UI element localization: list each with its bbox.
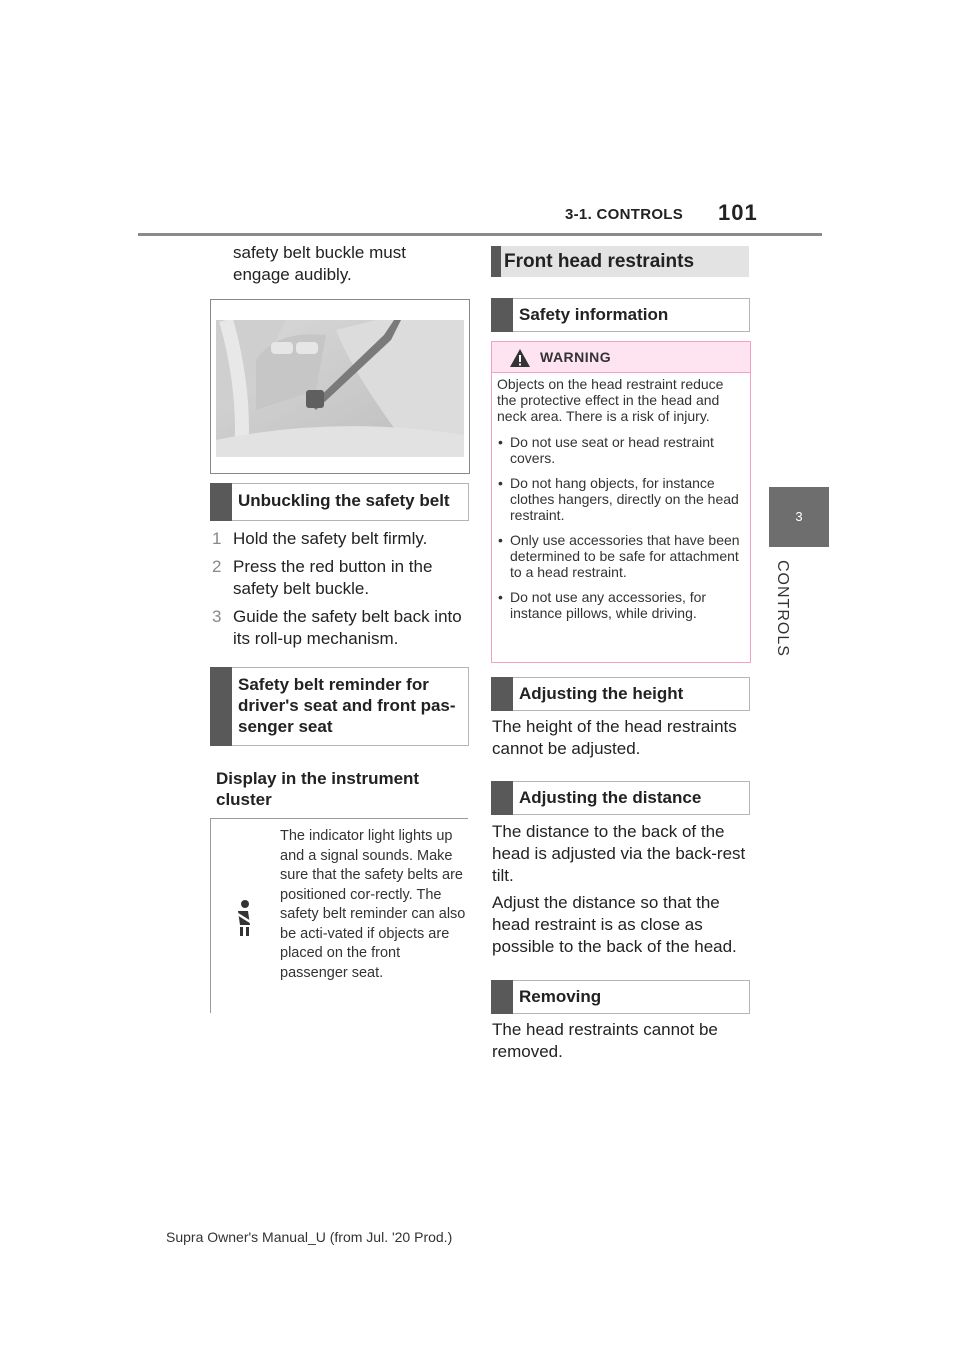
step-list (212, 528, 462, 650)
heading-adjusting-distance-text: Adjusting the distance (519, 788, 702, 807)
display-rule-top (210, 818, 468, 819)
warning-text: Objects on the head restraint reduce the protective effect in the head and neck area. There is a risk of injury. (497, 376, 724, 424)
heading-unbuckling-text: Unbuckling the safety belt (238, 491, 450, 510)
warning-body (497, 376, 742, 630)
distance-text-2: Adjust the distance so that the head restraint is as close as possible to the back of the head. (492, 893, 737, 956)
heading-bar (491, 781, 513, 815)
heading-bar (491, 298, 513, 332)
step-item (212, 528, 462, 550)
heading-reminder-text: Safety belt reminder for driver's seat and front pas-senger seat (238, 675, 456, 736)
removing-text: The head restraints cannot be removed. (492, 1020, 718, 1061)
heading-unbuckling (210, 483, 469, 521)
warning-item: • Do not use any accessories, for instance pillows, while driving. (497, 589, 742, 621)
warning-item: • Only use accessories that have been determined to be safe for attachment to a head restraint. (497, 532, 742, 580)
heading-bar (210, 483, 232, 521)
step-text: Hold the safety belt firmly. (233, 529, 428, 548)
warning-triangle-icon (509, 348, 531, 368)
heading-removing-text: Removing (519, 987, 602, 1006)
chapter-tab: 3 (769, 487, 829, 547)
belt-buckle-illustration (216, 320, 464, 457)
heading-display (210, 768, 468, 810)
step-number: 3 (212, 607, 222, 626)
warning-list (497, 434, 742, 621)
footer-text: Supra Owner's Manual_U (from Jul. '20 Prod.) (166, 1229, 453, 1245)
step-text: Guide the safety belt back into its roll-up mechanism. (233, 607, 462, 648)
warning-item: • Do not use seat or head restraint covers. (497, 434, 742, 466)
warning-item: • Do not hang objects, for instance clothes hangers, directly on the head restraint. (497, 475, 742, 523)
heading-bar (491, 677, 513, 711)
step-number: 1 (212, 529, 222, 548)
heading-safety-information (491, 298, 750, 332)
display-rule-left (210, 818, 211, 1013)
chapter-label-text: CONTROLS (774, 560, 791, 657)
heading-bar (210, 667, 232, 746)
warning-header (492, 342, 750, 373)
heading-adjusting-height-text: Adjusting the height (519, 684, 684, 703)
heading-adjusting-distance (491, 781, 750, 815)
distance-text-1: The distance to the back of the head is adjusted via the back-rest tilt. (492, 822, 746, 885)
step-text: Press the red button in the safety belt buckle. (233, 557, 433, 598)
step-item (212, 606, 462, 650)
chapter-label (760, 560, 840, 680)
warning-box (491, 341, 751, 663)
heading-front-head-restraints (491, 246, 749, 277)
belt-photo (210, 299, 470, 474)
seatbelt-warning-icon (232, 899, 254, 937)
heading-adjusting-height (491, 677, 750, 711)
heading-bar (491, 980, 513, 1014)
header-rule (138, 233, 822, 236)
section-title: 3-1. CONTROLS (565, 206, 684, 223)
heading-removing (491, 980, 750, 1014)
height-text: The height of the head restraints cannot be adjusted. (492, 717, 737, 758)
warning-title: WARNING (540, 349, 612, 365)
heading-reminder (210, 667, 469, 746)
heading-display-text: Display in the instrument cluster (216, 769, 420, 809)
intro-text: safety belt buckle must engage audibly. (233, 243, 406, 284)
heading-front-head-restraints-text: Front head restraints (504, 251, 695, 272)
page-number: 101 (718, 200, 758, 225)
indicator-text: The indicator light lights up and a signal sounds. Make sure that the safety belts are positioned cor-rectly. The safety belt reminder can also be acti-vated if objects are placed on the front passenger seat. (280, 828, 466, 981)
heading-safety-information-text: Safety information (519, 305, 669, 324)
heading-bar (491, 246, 501, 277)
step-item (212, 556, 462, 600)
step-number: 2 (212, 557, 222, 576)
